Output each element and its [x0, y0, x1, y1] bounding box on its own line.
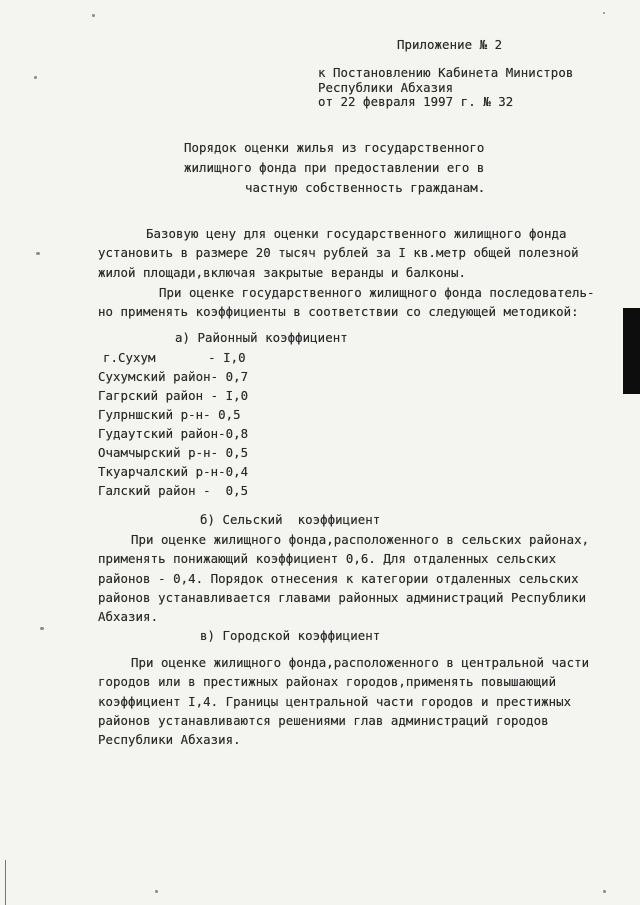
section-c-line-3: коэффициент I,4. Границы центральной части городов и престижных	[98, 694, 572, 709]
scan-speck	[155, 890, 158, 893]
section-b-line-2: применять понижающий коэффициент 0,6. Для отдаленных сельских	[98, 551, 557, 566]
scan-edge-shadow	[623, 308, 640, 394]
decree-line-2: Республики Абхазия	[318, 80, 454, 95]
district-row: г.Сухум - I,0	[103, 350, 246, 365]
scan-speck	[40, 627, 44, 630]
district-row: Очамчырский р-н- 0,5	[98, 445, 249, 460]
section-c-heading: в) Городской коэффициент	[200, 628, 381, 643]
title-line-1: Порядок оценки жилья из государственного	[184, 140, 485, 155]
district-row: Сухумский район- 0,7	[98, 369, 249, 384]
section-b-line-5: Абхазия.	[98, 609, 159, 624]
scan-speck	[603, 890, 606, 893]
scan-speck	[92, 14, 95, 17]
section-a-heading: а) Районный коэффициент	[175, 330, 348, 345]
section-c-line-4: районов устанавливаются решениями глав администраций городов	[98, 713, 549, 728]
scan-speck	[603, 12, 605, 14]
intro-p1-line-1: Базовую цену для оценки государственного жилищного фонда	[146, 226, 567, 241]
section-c-line-5: Республики Абхазия.	[98, 732, 241, 747]
district-row: Ткуарчалский р-н-0,4	[98, 464, 249, 479]
section-b-line-4: районов устанавливается главами районных администраций Республики	[98, 590, 587, 605]
section-c-line-2: городов или в престижных районах городов,применять повышающий	[98, 674, 557, 689]
title-line-2: жилищного фонда при предоставлении его в	[184, 160, 485, 175]
decree-line-3: от 22 февраля 1997 г. № 32	[318, 94, 514, 109]
intro-p1-line-2: установить в размере 20 тысяч рублей за I кв.метр общей полезной	[98, 245, 579, 260]
section-b-line-3: районов - 0,4. Порядок отнесения к категории отдаленных сельских	[98, 571, 579, 586]
title-line-3: частную собственность гражданам.	[245, 180, 486, 195]
scan-speck	[34, 76, 37, 79]
decree-line-1: к Постановлению Кабинета Министров	[318, 65, 574, 80]
district-row: Галский район - 0,5	[98, 483, 249, 498]
section-b-heading: б) Сельский коэффициент	[200, 512, 381, 527]
intro-p2-line-2: но применять коэффициенты в соответствии со следующей методикой:	[98, 304, 579, 319]
section-b-line-1: При оценке жилищного фонда,расположенного в сельских районах,	[131, 532, 590, 547]
section-c-line-1: При оценке жилищного фонда,расположенного в центральной части	[131, 655, 590, 670]
appendix-label: Приложение № 2	[397, 37, 503, 52]
district-row: Гудаутский район-0,8	[98, 426, 249, 441]
intro-p1-line-3: жилой площади,включая закрытые веранды и балконы.	[98, 265, 466, 280]
district-row: Гагрский район - I,0	[98, 388, 249, 403]
scan-edge-line	[5, 860, 6, 905]
district-row: Гулрншский р-н- 0,5	[98, 407, 241, 422]
intro-p2-line-1: При оценке государственного жилищного фонда последователь-	[159, 285, 595, 300]
scan-speck	[36, 252, 40, 255]
